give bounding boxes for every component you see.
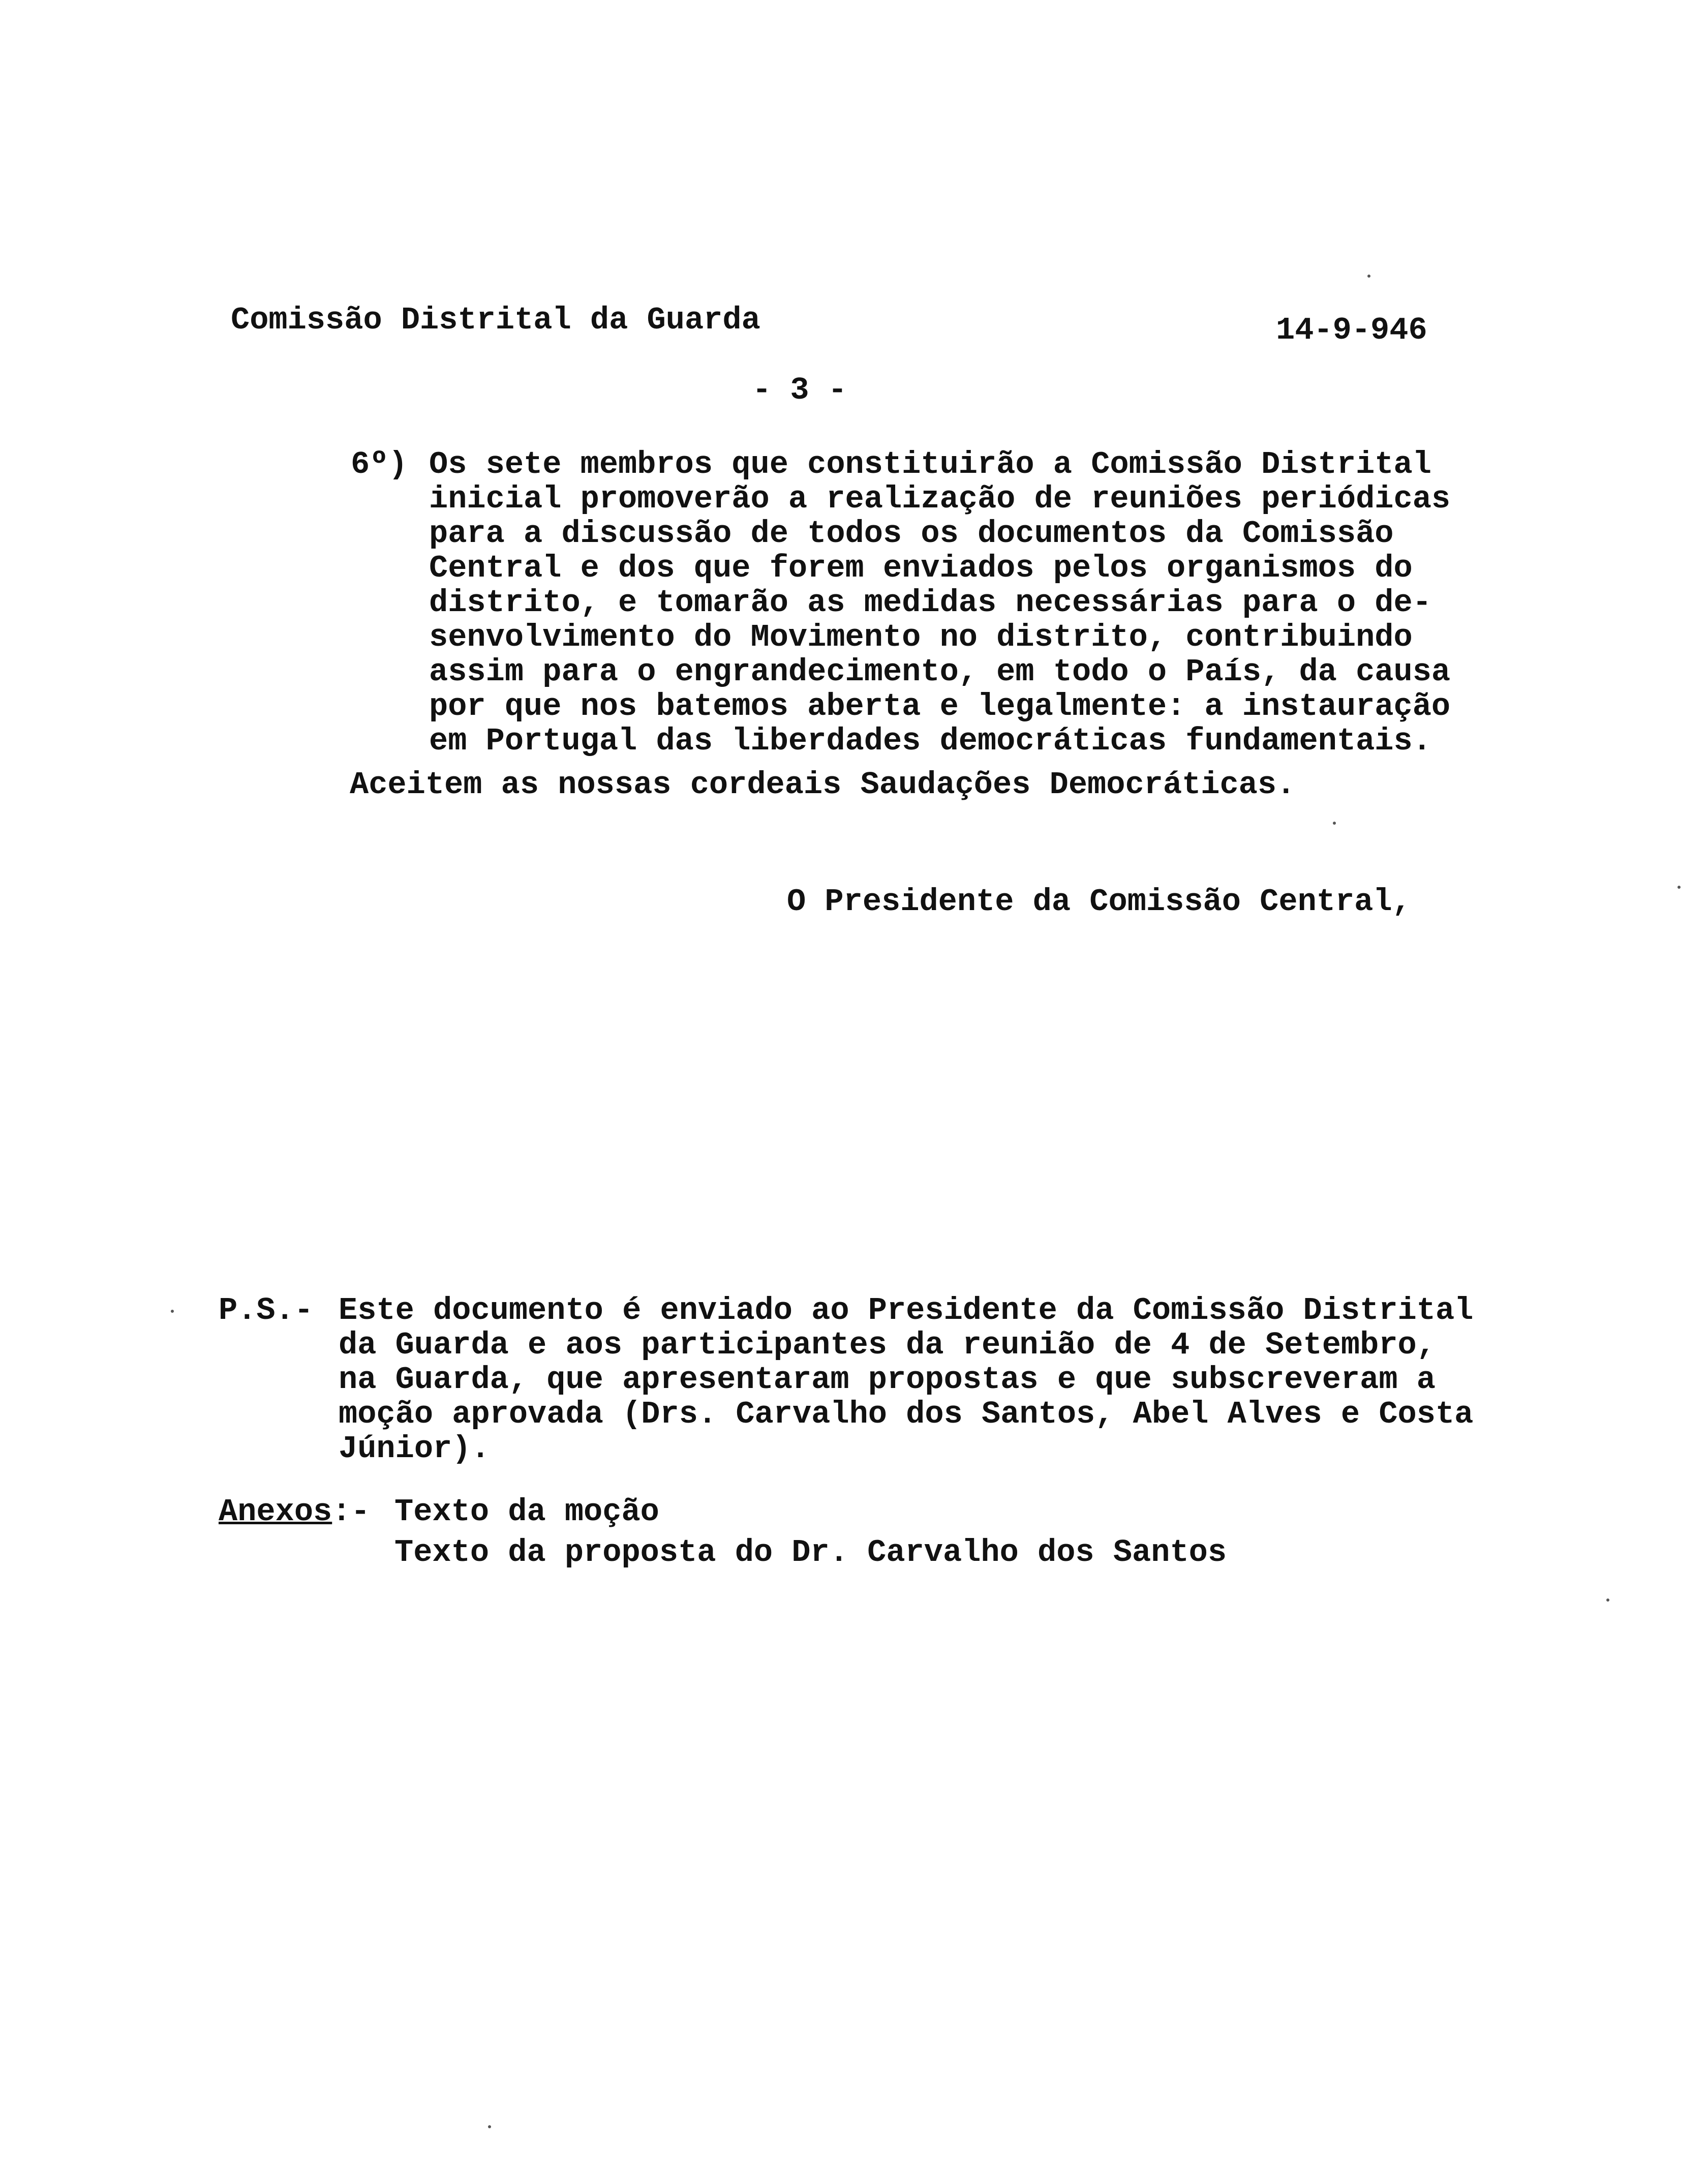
item-line: assim para o engrandecimento, em todo o País, da causa	[429, 654, 1451, 690]
item-line: Central e dos que forem enviados pelos organismos do	[429, 550, 1413, 586]
scan-speck	[1333, 822, 1336, 825]
anexo-item: Texto da moção	[394, 1494, 659, 1530]
item-line: em Portugal das liberdades democráticas fundamentais.	[429, 723, 1431, 759]
item-line: distrito, e tomarão as medidas necessárias para o de-	[429, 585, 1431, 621]
closing-greeting: Aceitem as nossas cordeais Saudações Democráticas.	[350, 767, 1296, 803]
item-label: 6º)	[351, 446, 408, 482]
anexos-label: Anexos	[219, 1494, 332, 1530]
ps-line: moção aprovada (Drs. Carvalho dos Santos, Abel Alves e Costa	[339, 1396, 1474, 1432]
scan-speck	[1678, 886, 1681, 889]
item-line: senvolvimento do Movimento no distrito, contribuindo	[429, 619, 1413, 655]
scan-speck	[1367, 275, 1370, 278]
ps-label: P.S.-	[219, 1292, 314, 1329]
ps-line: Este documento é enviado ao Presidente da Comissão Distrital	[339, 1292, 1474, 1329]
item-line: por que nos batemos aberta e legalmente: a instauração	[429, 688, 1451, 725]
ps-line: Júnior).	[339, 1431, 490, 1467]
header-organization: Comissão Distrital da Guarda	[231, 302, 760, 338]
ps-line: da Guarda e aos participantes da reunião de 4 de Setembro,	[339, 1327, 1436, 1363]
scan-speck	[1606, 1598, 1609, 1602]
signature-line: O Presidente da Comissão Central,	[787, 884, 1411, 920]
item-line: para a discussão de todos os documentos da Comissão	[429, 516, 1394, 552]
header-date: 14-9-946	[1276, 312, 1427, 348]
item-line: Os sete membros que constituirão a Comissão Distrital	[429, 446, 1431, 482]
scan-speck	[488, 2125, 491, 2128]
anexos-heading	[219, 1495, 370, 1529]
anexos-separator: :-	[332, 1494, 370, 1530]
scan-speck	[171, 1310, 174, 1313]
anexo-item: Texto da proposta do Dr. Carvalho dos Santos	[394, 1534, 1227, 1571]
ps-line: na Guarda, que apresentaram propostas e que subscreveram a	[339, 1362, 1436, 1398]
page-number: - 3 -	[752, 372, 847, 408]
item-line: inicial promoverão a realização de reuniões periódicas	[429, 481, 1451, 517]
